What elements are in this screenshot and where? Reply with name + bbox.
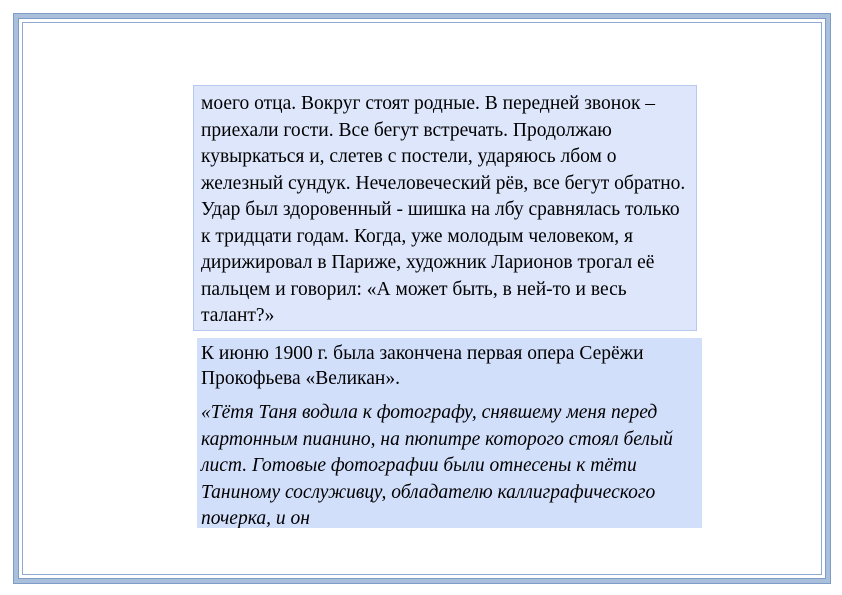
- memoir-quote-text: моего отца. Вокруг стоят родные. В передней звонок – приехали гости. Все бегут встречать. Продолжаю кувыркаться и, слетев с постели, ударяюсь лбом о железный сундук. Нечеловеческий рёв, все бегут обратно. Удар был здоровенный - шишка на лбу сравнялась только к тридцати годам. Когда, уже молодым человеком, я дирижировал в Париже, художник Ларионов трогал её пальцем и говорил: «А может быть, в ней-то и весь талант?»: [201, 93, 686, 326]
- opera-text-box: [197, 338, 702, 528]
- paragraph-gap: [201, 391, 698, 400]
- opera-fact-text: К июню 1900 г. была закончена первая опера Серёжи Прокофьева «Великан».: [201, 343, 644, 389]
- photograph-quote-text: «Тётя Таня водила к фотографу, снявшему меня перед картонным пианино, на пюпитре которого стоял белый лист. Готовые фотографии были отнесены к тёти Таниному сослуживцу, обладателю каллиграфического почерка, и он: [201, 402, 673, 528]
- memoir-quote-box: [193, 85, 697, 331]
